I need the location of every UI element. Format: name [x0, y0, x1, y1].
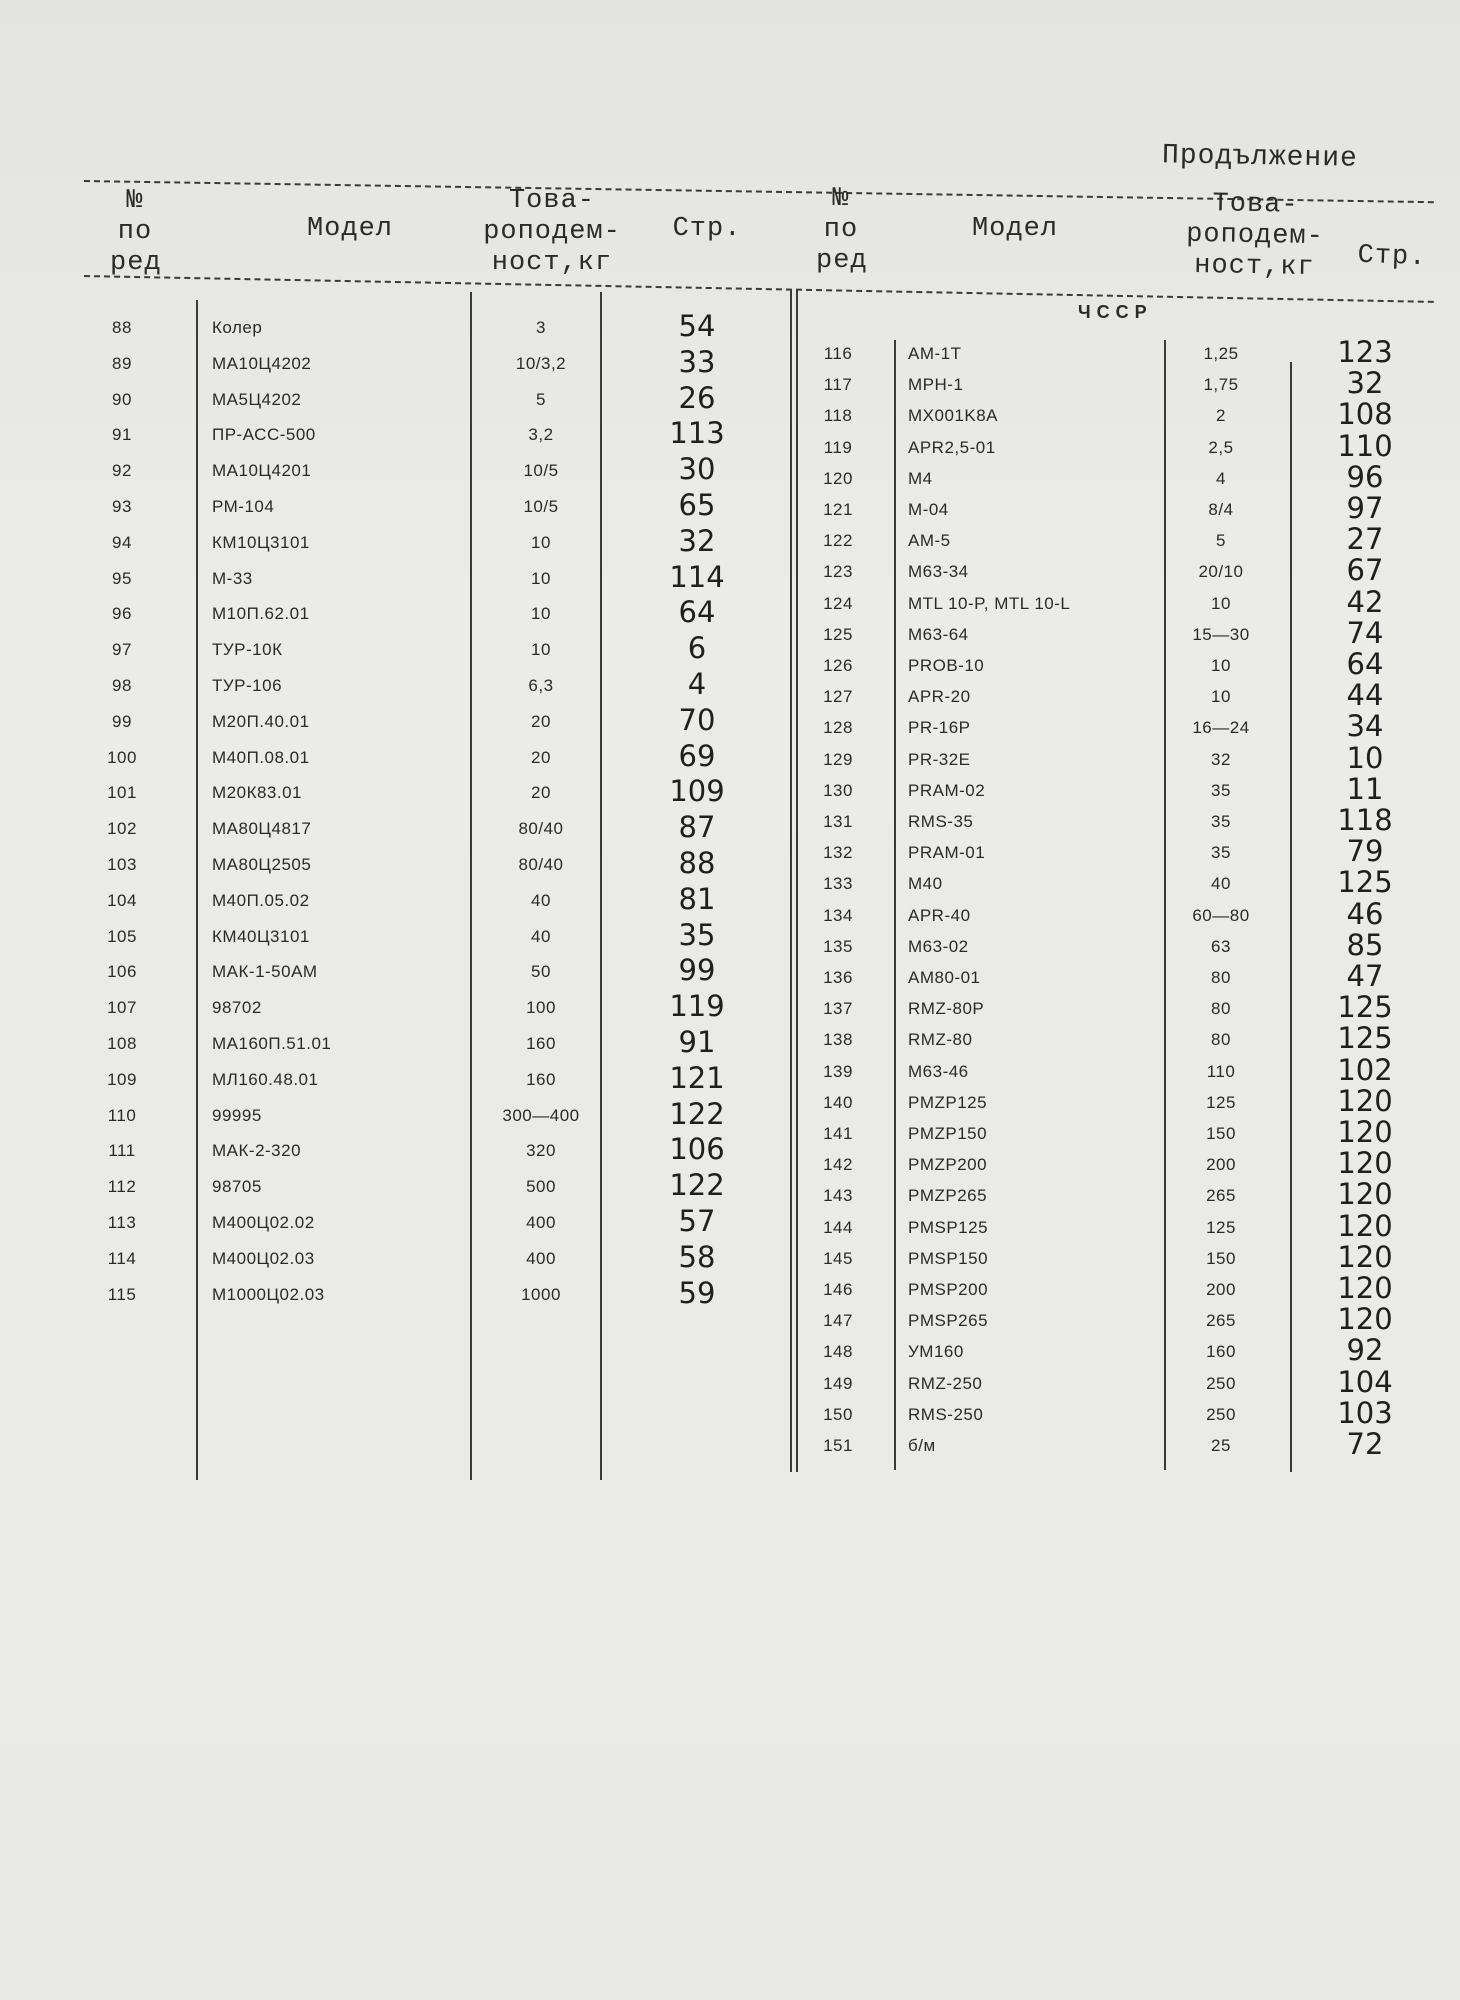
header-capacity: Това- роподем- ност,кг: [483, 186, 621, 278]
row-capacity: 10/3,2: [515, 353, 567, 373]
row-model: УМ160: [908, 1342, 964, 1362]
row-capacity: 265: [1206, 1186, 1236, 1206]
row-page: 103: [1337, 1395, 1393, 1430]
row-number: 145: [823, 1248, 853, 1268]
row-page: 91: [678, 1025, 716, 1059]
row-number: 139: [823, 1061, 853, 1081]
row-model: ТУР-106: [212, 676, 283, 695]
row-page: 81: [678, 881, 716, 916]
row-number: 150: [823, 1404, 853, 1424]
row-page: 79: [1346, 834, 1384, 869]
row-number: 143: [823, 1186, 853, 1206]
row-capacity: 500: [526, 1177, 556, 1197]
row-model: 98702: [212, 998, 262, 1018]
table-row: [0, 803, 1460, 838]
row-page: 54: [678, 309, 716, 343]
row-capacity: 10: [531, 568, 551, 588]
table-row: [0, 990, 1460, 1025]
table-row: [0, 459, 1460, 495]
row-capacity: 100: [526, 998, 556, 1018]
row-page: 87: [678, 810, 716, 845]
row-model: 99995: [212, 1105, 262, 1125]
row-model: M63-34: [908, 562, 969, 582]
row-model: МА160П.51.01: [212, 1034, 332, 1053]
row-page: 120: [1337, 1208, 1393, 1243]
row-number: 136: [823, 968, 853, 987]
row-capacity: 80: [1211, 968, 1231, 987]
table-row: [0, 1208, 1460, 1244]
row-capacity: 125: [1206, 1092, 1236, 1112]
table-row: [0, 1271, 1460, 1306]
table-row: [0, 1021, 1460, 1056]
header-page: Стр.: [672, 214, 742, 244]
row-number: 138: [823, 1030, 853, 1050]
table-row: [0, 335, 1460, 370]
table-row: [0, 1146, 1460, 1181]
row-model: МАК-1-50АМ: [212, 962, 318, 982]
row-page: 88: [678, 846, 716, 880]
row-number: 123: [823, 562, 853, 582]
row-model: PR-32E: [908, 749, 971, 769]
row-number: 91: [112, 425, 132, 445]
row-number: 103: [107, 855, 137, 874]
row-page: 110: [1337, 428, 1393, 463]
row-page: 85: [1346, 927, 1384, 962]
row-number: 92: [112, 461, 132, 481]
row-model: Колер: [212, 318, 263, 337]
row-capacity: 4: [1216, 468, 1226, 488]
row-number: 118: [823, 406, 853, 426]
header-model: Модел: [306, 214, 393, 244]
row-model: M63-64: [908, 624, 969, 644]
table-row: [0, 366, 1460, 401]
row-page: 120: [1337, 1083, 1393, 1118]
row-model: MX001K8A: [908, 406, 998, 426]
row-capacity: 2: [1216, 406, 1226, 426]
row-capacity: 8/4: [1208, 500, 1234, 519]
row-model: RMZ-80P: [908, 999, 985, 1019]
row-capacity: 15—30: [1192, 624, 1250, 644]
row-number: 131: [823, 812, 853, 831]
row-model: M40: [908, 874, 943, 894]
row-page: 123: [1337, 335, 1393, 369]
row-page: 92: [1346, 1333, 1384, 1368]
row-number: 126: [823, 656, 853, 675]
header-model-right: Модел: [971, 214, 1058, 244]
row-capacity: 32: [1211, 749, 1231, 769]
row-model: МАК-2-320: [212, 1141, 302, 1161]
row-model: PROB-10: [908, 656, 985, 675]
row-page: 96: [1346, 459, 1384, 494]
row-number: 93: [112, 497, 132, 516]
row-capacity: 10: [531, 532, 551, 552]
table-row: [0, 584, 1460, 620]
row-capacity: 125: [1206, 1217, 1236, 1237]
row-capacity: 300—400: [502, 1105, 580, 1125]
row-model: КМ10Ц3101: [212, 532, 310, 552]
row-number: 96: [112, 604, 132, 624]
row-page: 120: [1337, 1115, 1393, 1149]
row-page: 64: [1346, 647, 1384, 681]
row-page: 30: [678, 452, 716, 487]
row-capacity: 250: [1206, 1373, 1236, 1393]
row-capacity: 35: [1211, 843, 1231, 863]
row-number: 144: [823, 1217, 853, 1237]
group-label-cssr: ЧССР: [1078, 302, 1153, 322]
row-page: 58: [678, 1239, 716, 1274]
table-row: [0, 740, 1460, 776]
row-model: PR-16P: [908, 718, 971, 738]
row-capacity: 10/5: [523, 461, 559, 481]
row-capacity: 160: [1206, 1342, 1236, 1362]
row-number: 142: [823, 1155, 853, 1175]
row-page: 125: [1337, 1021, 1393, 1056]
row-page: 26: [678, 380, 716, 415]
table-row: [0, 1302, 1460, 1337]
row-page: 97: [1346, 491, 1384, 525]
table-row: [0, 615, 1460, 651]
row-capacity: 20: [531, 783, 551, 803]
table-row: [0, 709, 1460, 744]
row-page: 33: [678, 344, 716, 379]
row-number: 132: [823, 843, 853, 863]
row-model: RMZ-250: [908, 1373, 983, 1393]
row-capacity: 50: [531, 962, 551, 982]
row-page: 67: [1346, 553, 1384, 588]
table-row: [0, 678, 1460, 713]
row-capacity: 3: [536, 318, 546, 337]
row-model: М40П.05.02: [212, 890, 310, 910]
row-model: MPH-1: [908, 375, 964, 395]
row-page: 120: [1337, 1271, 1393, 1305]
row-number: 121: [823, 500, 853, 519]
row-number: 119: [823, 437, 853, 457]
row-model: М20П.40.01: [212, 711, 310, 731]
row-capacity: 10: [1211, 593, 1231, 613]
row-number: 104: [107, 890, 137, 910]
row-number: 129: [823, 749, 853, 769]
row-page: 125: [1337, 865, 1393, 900]
row-number: 125: [823, 624, 853, 644]
row-page: 114: [669, 559, 725, 594]
row-capacity: 63: [1211, 936, 1231, 956]
row-page: 122: [669, 1168, 725, 1203]
row-model: РМ-104: [212, 497, 275, 516]
row-capacity: 320: [526, 1141, 556, 1161]
row-number: 95: [112, 568, 132, 588]
row-number: 128: [823, 718, 853, 738]
row-page: 27: [1346, 522, 1384, 557]
row-number: 89: [112, 353, 132, 373]
row-model: APR-20: [908, 687, 971, 707]
row-model: PMZP150: [908, 1124, 988, 1143]
row-number: 107: [107, 998, 137, 1018]
row-page: 69: [678, 738, 716, 773]
row-model: б/м: [908, 1436, 936, 1455]
row-capacity: 25: [1211, 1436, 1231, 1455]
row-number: 98: [112, 676, 132, 695]
row-number: 108: [107, 1034, 137, 1053]
row-number: 94: [112, 532, 132, 552]
row-model: PMSP150: [908, 1248, 989, 1268]
row-number: 101: [107, 783, 137, 803]
row-model: МА80Ц2505: [212, 855, 312, 874]
row-page: 42: [1346, 584, 1384, 619]
row-model: МА5Ц4202: [212, 389, 302, 409]
row-number: 99: [112, 711, 132, 731]
row-model: RMZ-80: [908, 1030, 973, 1050]
row-page: 120: [1337, 1177, 1393, 1212]
header-capacity-right: Това- роподем- ност,кг: [1185, 189, 1325, 284]
row-page: 10: [1346, 740, 1384, 775]
row-model: М10П.62.01: [212, 604, 310, 624]
row-page: 113: [669, 416, 725, 451]
row-page: 70: [678, 702, 716, 737]
row-model: ПР-АСС-500: [212, 425, 316, 445]
row-model: APR2,5-01: [908, 437, 996, 457]
table-row: [0, 834, 1460, 869]
row-model: 98705: [212, 1177, 262, 1197]
row-model: М40П.08.01: [212, 747, 310, 767]
row-capacity: 3,2: [528, 425, 554, 445]
row-number: 149: [823, 1373, 853, 1393]
row-number: 90: [112, 389, 132, 409]
row-page: 34: [1346, 709, 1384, 744]
row-capacity: 35: [1211, 780, 1231, 800]
row-page: 120: [1337, 1302, 1393, 1337]
row-capacity: 80: [1211, 1030, 1231, 1050]
row-number: 141: [823, 1124, 853, 1143]
row-page: 32: [1346, 366, 1384, 401]
row-capacity: 200: [1206, 1155, 1236, 1175]
row-capacity: 6,3: [528, 676, 554, 695]
row-page: 46: [1346, 896, 1384, 931]
row-number: 148: [823, 1342, 853, 1362]
row-page: 106: [669, 1132, 725, 1167]
row-model: МА10Ц4202: [212, 353, 312, 373]
row-capacity: 400: [526, 1248, 556, 1268]
row-capacity: 40: [1211, 874, 1231, 894]
row-capacity: 10: [531, 640, 551, 660]
row-number: 109: [107, 1069, 137, 1089]
row-number: 117: [823, 375, 853, 395]
row-capacity: 265: [1206, 1311, 1236, 1331]
row-model: PMZP200: [908, 1155, 988, 1175]
row-capacity: 20/10: [1198, 562, 1244, 582]
table-row: [0, 1083, 1460, 1119]
row-number: 134: [823, 905, 853, 925]
table-row: [0, 553, 1460, 588]
row-number: 106: [107, 962, 137, 982]
continued-label: Продължение: [1161, 140, 1359, 175]
row-capacity: 10: [531, 604, 551, 624]
row-model: RMS-35: [908, 812, 974, 831]
row-model: AM-5: [908, 531, 951, 551]
row-capacity: 150: [1206, 1248, 1236, 1268]
row-number: 88: [112, 318, 132, 337]
row-number: 111: [108, 1141, 136, 1161]
row-number: 114: [107, 1248, 137, 1268]
row-capacity: 80/40: [518, 855, 564, 874]
row-capacity: 2,5: [1208, 437, 1234, 457]
row-number: 151: [823, 1436, 853, 1455]
table-row: [0, 522, 1460, 557]
row-capacity: 10/5: [523, 497, 559, 516]
row-page: 72: [1346, 1427, 1384, 1461]
row-page: 120: [1337, 1239, 1393, 1274]
row-number: 113: [107, 1213, 137, 1232]
row-number: 140: [823, 1092, 853, 1112]
row-model: M4: [908, 468, 933, 488]
table-row: [0, 1177, 1460, 1212]
row-number: 100: [107, 747, 137, 767]
row-capacity: 60—80: [1192, 905, 1250, 925]
row-number: 115: [107, 1284, 137, 1304]
table-row: [0, 1364, 1460, 1400]
table-row: [0, 1333, 1460, 1368]
row-model: APR-40: [908, 905, 971, 925]
row-page: 125: [1337, 990, 1393, 1025]
row-capacity: 160: [526, 1069, 556, 1089]
row-page: 108: [1337, 397, 1393, 432]
row-model: МА10Ц4201: [212, 461, 312, 481]
row-number: 124: [823, 593, 853, 613]
row-model: М1000Ц02.03: [212, 1284, 325, 1304]
row-model: PRAM-02: [908, 780, 986, 800]
row-model: PMSP200: [908, 1280, 989, 1299]
row-page: 44: [1346, 678, 1384, 713]
row-number: 146: [823, 1280, 853, 1299]
table-row: [0, 959, 1460, 994]
row-model: М400Ц02.03: [212, 1248, 315, 1268]
row-page: 99: [678, 953, 716, 988]
row-number: 110: [107, 1105, 137, 1125]
row-model: МА80Ц4817: [212, 819, 312, 839]
row-capacity: 1,25: [1203, 344, 1239, 363]
row-capacity: 20: [531, 747, 551, 767]
table-row: [0, 771, 1460, 807]
table-row: [0, 1239, 1460, 1275]
row-capacity: 5: [1216, 531, 1226, 551]
row-page: 102: [1337, 1052, 1393, 1087]
row-page: 109: [669, 774, 725, 809]
row-model: M63-46: [908, 1061, 969, 1081]
row-number: 105: [107, 926, 137, 946]
row-page: 11: [1346, 771, 1384, 806]
row-model: М20К83.01: [212, 783, 303, 803]
row-model: PMZP265: [908, 1186, 988, 1206]
row-page: 32: [678, 523, 716, 558]
row-page: 64: [678, 595, 716, 630]
row-page: 118: [1337, 803, 1393, 837]
row-number: 137: [823, 999, 853, 1019]
row-page: 122: [669, 1096, 725, 1131]
table-row: [0, 1395, 1460, 1431]
row-page: 6: [687, 631, 707, 666]
row-capacity: 250: [1206, 1404, 1236, 1424]
row-capacity: 5: [536, 389, 546, 409]
row-capacity: 110: [1206, 1061, 1236, 1081]
row-capacity: 40: [531, 890, 551, 910]
row-capacity: 35: [1211, 812, 1231, 831]
row-capacity: 160: [526, 1034, 556, 1053]
row-page: 120: [1337, 1146, 1393, 1181]
row-number: 97: [112, 640, 132, 660]
table-row: [0, 865, 1460, 900]
row-model: PMSP125: [908, 1217, 989, 1237]
row-model: RMS-250: [908, 1404, 984, 1424]
header-no: № по ред: [110, 186, 162, 278]
row-number: 122: [823, 531, 853, 551]
header-no-right: № по ред: [816, 184, 868, 276]
row-number: 147: [823, 1311, 853, 1331]
row-page: 65: [678, 488, 716, 522]
row-page: 74: [1346, 615, 1384, 650]
row-number: 135: [823, 936, 853, 956]
row-capacity: 1,75: [1203, 375, 1239, 395]
row-number: 102: [107, 819, 137, 839]
row-page: 47: [1346, 959, 1384, 993]
row-model: AM80-01: [908, 968, 981, 987]
header-page-right: Стр.: [1357, 240, 1427, 274]
row-model: PMZP125: [908, 1092, 988, 1112]
row-number: 120: [823, 468, 853, 488]
row-model: М400Ц02.02: [212, 1213, 315, 1232]
row-capacity: 200: [1206, 1280, 1236, 1299]
row-capacity: 80: [1211, 999, 1231, 1019]
table-row: [0, 1052, 1460, 1088]
row-page: 4: [687, 667, 707, 701]
row-model: ТУР-10К: [212, 640, 283, 660]
row-number: 116: [823, 344, 853, 363]
row-capacity: 40: [531, 926, 551, 946]
row-page: 59: [678, 1275, 716, 1310]
row-page: 35: [678, 917, 716, 952]
row-number: 133: [823, 874, 853, 894]
row-number: 112: [107, 1177, 137, 1197]
row-model: PRAM-01: [908, 843, 986, 863]
row-model: AM-1T: [908, 344, 962, 363]
row-page: 57: [678, 1204, 716, 1238]
row-capacity: 150: [1206, 1124, 1236, 1143]
row-model: MTL 10-P, MTL 10-L: [908, 593, 1071, 613]
row-page: 121: [669, 1060, 725, 1095]
table-row: [0, 491, 1460, 526]
row-number: 130: [823, 780, 853, 800]
row-page: 104: [1337, 1364, 1393, 1399]
row-capacity: 400: [526, 1213, 556, 1232]
row-capacity: 1000: [521, 1284, 561, 1304]
row-model: PMSP265: [908, 1311, 989, 1331]
row-model: М-33: [212, 568, 253, 588]
row-capacity: 10: [1211, 656, 1231, 675]
table-row: [0, 927, 1460, 963]
row-model: КМ40Ц3101: [212, 926, 310, 946]
row-capacity: 10: [1211, 687, 1231, 707]
row-model: M-04: [908, 500, 949, 519]
row-page: 119: [669, 989, 725, 1024]
row-model: МЛ160.48.01: [212, 1069, 319, 1089]
row-number: 127: [823, 687, 853, 707]
table-row: [0, 1427, 1460, 1462]
row-capacity: 20: [531, 711, 551, 731]
table-row: [0, 428, 1460, 464]
row-capacity: 80/40: [518, 819, 564, 839]
row-capacity: 16—24: [1192, 718, 1250, 738]
table-row: [0, 647, 1460, 682]
row-model: M63-02: [908, 936, 969, 956]
